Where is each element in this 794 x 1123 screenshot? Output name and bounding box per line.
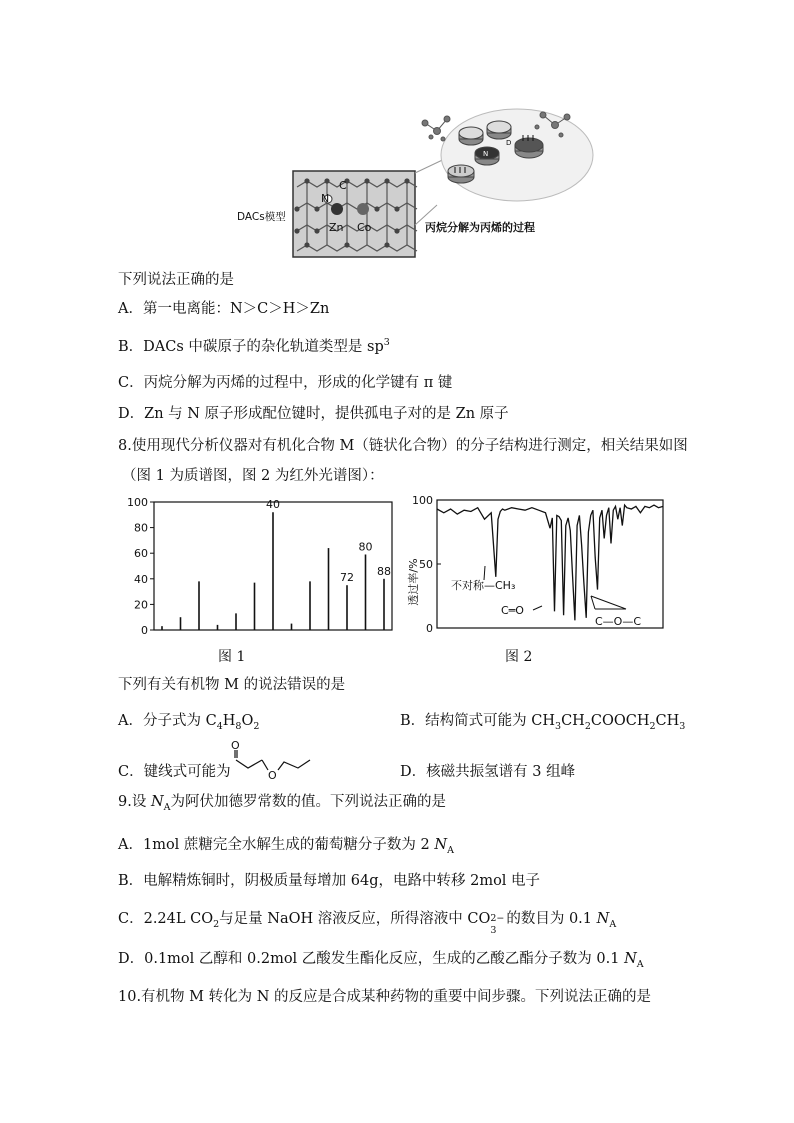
ms-y-tick-label: 80 <box>134 521 148 535</box>
atom-label-zn: Zn <box>329 221 344 234</box>
q9-stem-post: 为阿伏加德罗常数的值。下列说法正确的是 <box>170 794 447 810</box>
q9-option-d <box>118 949 644 969</box>
q8-b-sub-4: 3 <box>679 720 686 732</box>
q9-c-na: N <box>596 911 610 927</box>
q9-c-mid: 与足量 NaOH 溶液反应，所得溶液中 CO <box>219 911 491 927</box>
q8-b-sub-1: 3 <box>555 720 562 732</box>
q8-stem-1: 8.使用现代分析仪器对有机化合物 M（链状化合物）的分子结构进行测定，相关结果如图 <box>118 438 688 454</box>
q8-a-sub-3: 2 <box>253 720 260 732</box>
ir-transmittance-line <box>437 505 663 620</box>
q8-option-a <box>118 711 259 731</box>
skeletal-formula <box>222 738 312 782</box>
q9-na: N <box>150 794 164 810</box>
q9-option-c: C．2.24L $CO_2$与足量 NaOH 溶液反应，所得溶液中 CO 2− 3 的数目为 0.1 $N_A$ <box>118 911 617 936</box>
skeletal-o-2: O <box>268 769 277 782</box>
ms-peak-label: 88 <box>377 564 391 578</box>
ir-y-tick-label: 100 <box>412 494 433 507</box>
q9-stem-pre: 9.设 <box>118 794 151 810</box>
q8-a-o: O <box>241 713 254 729</box>
q9-stem <box>118 792 446 812</box>
q9-a-na: N <box>434 837 448 853</box>
q7-figure <box>225 105 595 260</box>
q9-c-sub-1: 2 <box>213 918 220 930</box>
q8-stem-2: （图 1 为质谱图，图 2 为红外光谱图）： <box>122 468 384 484</box>
ir-y-tick-label: 0 <box>426 622 433 635</box>
ms-peak-label: 72 <box>340 571 354 585</box>
figure-2-caption: 图 2 <box>505 649 533 665</box>
q9-c-text: C．2.24L CO <box>118 911 214 927</box>
atom-label-n: N <box>321 192 330 205</box>
ms-y-tick-label: 0 <box>141 624 148 637</box>
q9-na-sub: A <box>163 801 171 813</box>
q7-option-b-text: B．DACs 中碳原子的杂化轨道类型是 sp <box>118 339 384 355</box>
q9-c-post: 的数目为 0.1 <box>506 911 597 927</box>
ms-y-tick-label: 100 <box>127 496 148 509</box>
q8-b-text: B．结构简式可能为 CH <box>400 713 556 729</box>
ir-y-axis-label: 透过率/% <box>407 558 420 606</box>
q7-stem: 下列说法正确的是 <box>118 272 234 288</box>
q9-d-text: D．0.1mol 乙醇和 0.2mol 乙酸发生酯化反应，生成的乙酸乙酯分子数为 0.1 <box>118 951 625 967</box>
q7-option-d: D．Zn 与 N 原子形成配位键时，提供孤电子对的是 Zn 原子 <box>118 406 509 422</box>
ir-annotation-co: C═O <box>501 604 524 617</box>
ms-y-tick-label: 20 <box>134 598 148 612</box>
skeletal-o-1: O <box>231 739 240 752</box>
q9-option-a <box>118 835 454 855</box>
ir-y-tick-label: 50 <box>419 558 433 571</box>
mass-spectrum-chart <box>120 492 400 642</box>
ir-annotation-coc: C—O—C <box>595 615 642 628</box>
ms-y-tick-label: 40 <box>134 572 148 586</box>
ms-peak-label: 80 <box>358 540 373 554</box>
q8-option-b <box>400 711 685 731</box>
ir-spectrum-chart <box>405 492 675 642</box>
q7-option-b <box>118 337 390 357</box>
dacs-model-label: DACs模型 <box>237 211 286 223</box>
q8-b-m2: COOCH <box>590 713 650 729</box>
q7-option-c: C．丙烷分解为丙烯的过程中，形成的化学键有 π 键 <box>118 375 453 391</box>
q8-option-c: C．键线式可能为 <box>118 764 231 780</box>
ms-peak-label: 40 <box>266 498 280 512</box>
dacs-illustration <box>225 105 595 260</box>
propane-molecule-icon <box>422 116 450 141</box>
q8-b-sub-3: 2 <box>649 720 656 732</box>
q9-c-na-sub: A <box>609 918 617 930</box>
ir-annotation-ch3: 不对称—CH₃ <box>451 579 516 592</box>
q9-option-b: B．电解精炼铜时，阴极质量每增加 64g，电路中转移 2mol 电子 <box>118 873 541 889</box>
q8-a-sub-1: 4 <box>216 720 223 732</box>
q8-option-d: D．核磁共振氢谱有 3 组峰 <box>400 764 576 780</box>
zn-atom <box>331 203 343 215</box>
q8-b-sub-2: 2 <box>584 720 591 732</box>
bubble-mark-d: D <box>506 139 512 147</box>
q8-a-sub-2: 8 <box>235 720 242 732</box>
q7-option-a: A．第一电离能：N＞C＞H＞Zn <box>118 301 330 317</box>
q9-a-text: A．1mol 蔗糖完全水解生成的葡萄糖分子数为 2 <box>118 837 435 853</box>
figure-1-caption: 图 1 <box>218 649 246 665</box>
q9-a-na-sub: A <box>447 844 454 856</box>
q8-a-h: H <box>222 713 236 729</box>
bubble-mark-n: N <box>483 150 489 158</box>
ms-y-tick-label: 60 <box>134 547 148 561</box>
atom-label-c: C <box>339 179 347 192</box>
q10-stem: 10.有机物 M 转化为 N 的反应是合成某种药物的重要中间步骤。下列说法正确的是 <box>118 989 652 1005</box>
process-label: 丙烷分解为丙烯的过程 <box>425 221 535 234</box>
q8-b-m1: CH <box>561 713 585 729</box>
q8-a-text: A．分子式为 C <box>118 713 217 729</box>
q8-b-m3: CH <box>655 713 680 729</box>
q7-option-b-sup: 3 <box>383 337 390 349</box>
ir-plot-frame <box>437 500 663 628</box>
atom-label-co: Co <box>357 221 372 234</box>
q9-d-na: N <box>624 951 637 967</box>
q8-stem-3: 下列有关有机物 M 的说法错误的是 <box>118 677 346 693</box>
q9-d-na-sub: A <box>636 958 644 970</box>
co-atom <box>357 203 369 215</box>
